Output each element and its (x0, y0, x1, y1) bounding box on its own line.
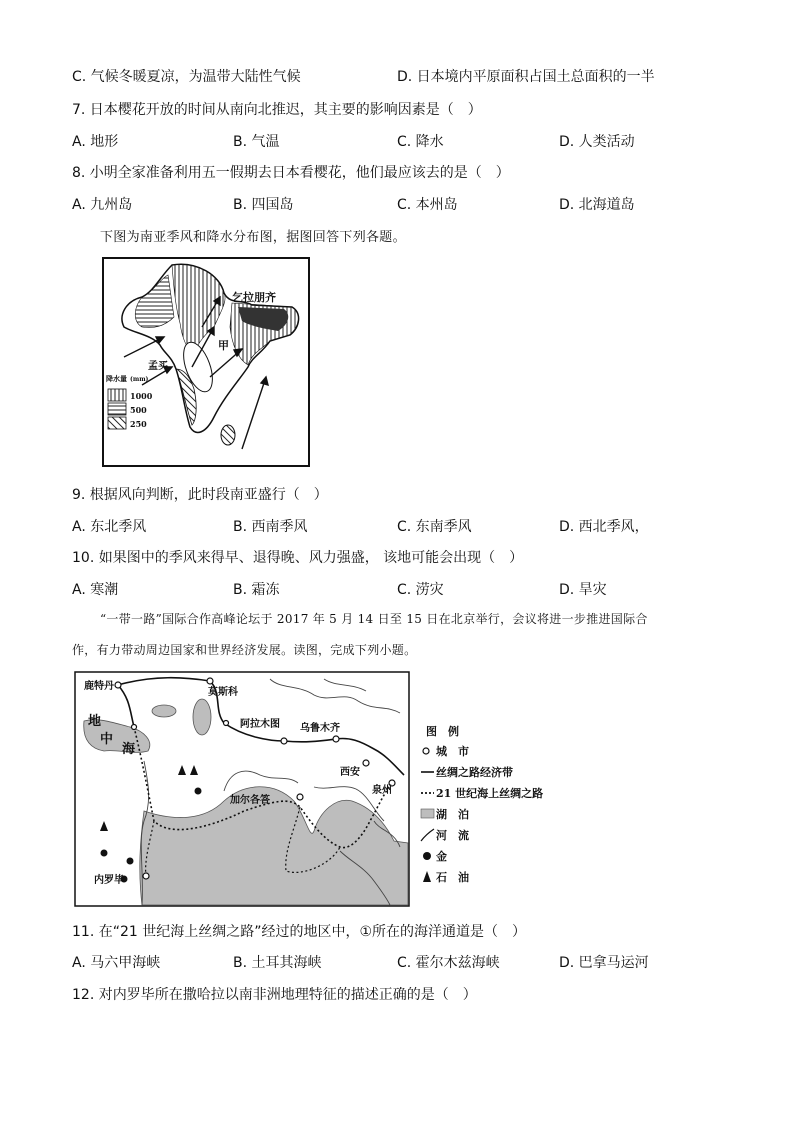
label-mumbai: 孟买 (148, 361, 168, 372)
legend-gold: 金 (436, 850, 447, 863)
q8-option-b: B. 四国岛 (233, 197, 294, 213)
q8-option-a: A. 九州岛 (72, 197, 133, 213)
legend-1000: 1000 (130, 391, 153, 401)
q11-option-a: A. 马六甲海峡 (72, 955, 161, 971)
legend-unit: (mm) (130, 376, 149, 383)
legend-city: 城 市 (436, 745, 469, 758)
q7-option-c: C. 降水 (397, 134, 444, 150)
city-rotterdam: 鹿特丹 (84, 681, 114, 692)
city-quanzhou: 泉州 (372, 785, 392, 796)
city-urumqi: 乌鲁木齐 (300, 723, 340, 734)
label-hai: 海 (122, 742, 136, 757)
q8-option-c: C. 本州岛 (397, 197, 458, 213)
q7-option-b: B. 气温 (233, 134, 280, 150)
label-jia: 甲 (218, 339, 229, 352)
south-asia-monsoon-map (102, 257, 310, 467)
q8-option-d: D. 北海道岛 (559, 197, 635, 213)
q11-option-b: B. 土耳其海峡 (233, 955, 322, 971)
q11-stem: 11. 在“21 世纪海上丝绸之路”经过的地区中，①所在的海洋通道是（ ） (72, 924, 527, 940)
legend-lake: 湖 泊 (436, 808, 469, 821)
q9-stem: 9. 根据风向判断，此时段南亚盛行（ ） (72, 487, 328, 503)
q10-option-b: B. 霜冻 (233, 582, 280, 598)
label-cherrapunji: 乞拉朋齐 (232, 291, 276, 304)
q9-option-c: C. 东南季风 (397, 519, 472, 535)
city-nairobi: 内罗毕 (94, 875, 124, 886)
q9-option-b: B. 西南季风 (233, 519, 308, 535)
q10-option-d: D. 旱灾 (559, 582, 607, 598)
city-kolkata: 加尔各答 (230, 795, 270, 806)
q8-stem: 8. 小明全家准备利用五一假期去日本看樱花，他们最应该去的是（ ） (72, 165, 510, 181)
belt-road-map (74, 671, 564, 907)
q6-option-c: C. 气候冬暖夏凉，为温带大陆性气候 (72, 69, 301, 85)
q9-option-a: A. 东北季风 (72, 519, 147, 535)
q10-option-c: C. 涝灾 (397, 582, 444, 598)
legend-title: 图 例 (426, 725, 459, 738)
intro-south-asia: 下图为南亚季风和降水分布图，据图回答下列各题。 (100, 230, 406, 245)
q10-stem: 10. 如果图中的季风来得早、退得晚、风力强盛， 该地可能会出现（ ） (72, 550, 524, 566)
city-almaty: 阿拉木图 (240, 719, 280, 730)
legend-maritime: 21 世纪海上丝绸之路 (436, 787, 544, 800)
q7-option-d: D. 人类活动 (559, 134, 635, 150)
q6-option-d: D. 日本境内平原面积占国土总面积的一半 (397, 69, 655, 85)
q7-option-a: A. 地形 (72, 134, 119, 150)
intro-belt-road-line1: “一带一路”国际合作高峰论坛于 2017 年 5 月 14 日至 15 日在北京举行，会议将进一步推进国际合 (100, 612, 648, 626)
intro-belt-road-line2: 作，有力带动周边国家和世界经济发展。读图，完成下列小题。 (72, 643, 417, 657)
q9-option-d: D. 西北季风， (559, 519, 649, 535)
q11-option-d: D. 巴拿马运河 (559, 955, 649, 971)
city-moscow: 莫斯科 (208, 687, 238, 698)
legend-oil: 石 油 (436, 871, 469, 884)
q10-option-a: A. 寒潮 (72, 582, 119, 598)
q12-stem: 12. 对内罗毕所在撒哈拉以南非洲地理特征的描述正确的是（ ） (72, 987, 477, 1003)
legend-250: 250 (130, 419, 147, 429)
q7-stem: 7. 日本樱花开放的时间从南向北推迟，其主要的影响因素是（ ） (72, 102, 482, 118)
belt-road-legend (421, 724, 543, 884)
label-zhong: 中 (100, 732, 114, 747)
legend-river: 河 流 (436, 829, 469, 842)
city-xian: 西安 (340, 767, 360, 778)
legend-title: 降水量 (106, 374, 127, 383)
legend-belt: 丝绸之路经济带 (436, 766, 513, 779)
q11-option-c: C. 霍尔木兹海峡 (397, 955, 500, 971)
label-di: 地 (88, 714, 102, 729)
legend-500: 500 (130, 405, 147, 415)
